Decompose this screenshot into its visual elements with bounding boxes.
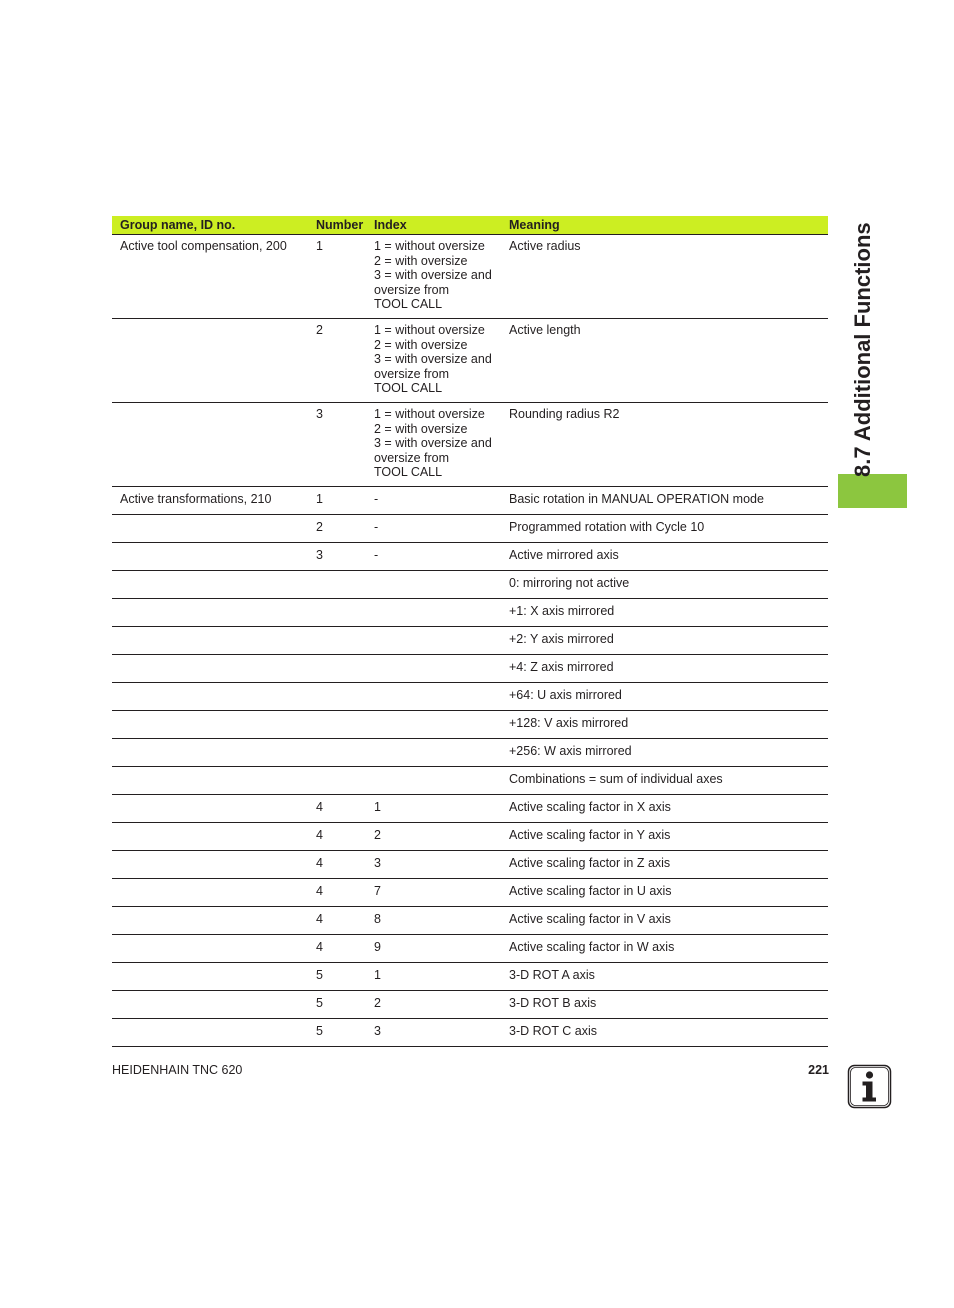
cell-meaning: +1: X axis mirrored: [501, 599, 828, 627]
table-row: [112, 879, 828, 907]
cell-meaning: Rounding radius R2: [501, 403, 828, 487]
table-row: [112, 963, 828, 991]
table-row: [112, 655, 828, 683]
cell-number: [308, 655, 366, 683]
cell-number: 3: [308, 543, 366, 571]
cell-group: [112, 319, 308, 403]
cell-meaning: Active scaling factor in Z axis: [501, 851, 828, 879]
cell-number: [308, 571, 366, 599]
cell-meaning: +256: W axis mirrored: [501, 739, 828, 767]
cell-meaning: +4: Z axis mirrored: [501, 655, 828, 683]
header-number: Number: [308, 216, 366, 235]
cell-meaning: Active mirrored axis: [501, 543, 828, 571]
header-index: Index: [366, 216, 501, 235]
chapter-tab: [838, 474, 907, 508]
cell-group: [112, 963, 308, 991]
cell-index: -: [366, 515, 501, 543]
cell-index: 7: [366, 879, 501, 907]
cell-number: 4: [308, 795, 366, 823]
cell-index: [366, 627, 501, 655]
chapter-title: 8.7 Additional Functions: [850, 222, 875, 477]
cell-group: Active transformations, 210: [112, 487, 308, 515]
index-line: oversize from: [374, 450, 450, 465]
cell-index: 8: [366, 907, 501, 935]
cell-group: [112, 739, 308, 767]
table-row: [112, 683, 828, 711]
cell-meaning: Active scaling factor in U axis: [501, 879, 828, 907]
cell-index: [366, 767, 501, 795]
cell-number: 2: [308, 515, 366, 543]
cell-index: 9: [366, 935, 501, 963]
parameter-table: [112, 216, 828, 1047]
cell-meaning: Active radius: [501, 235, 828, 319]
cell-number: [308, 627, 366, 655]
cell-group: [112, 571, 308, 599]
cell-number: 4: [308, 879, 366, 907]
table-row: [112, 795, 828, 823]
cell-index: [366, 599, 501, 627]
cell-group: [112, 879, 308, 907]
cell-meaning: Active scaling factor in V axis: [501, 907, 828, 935]
footer-product: HEIDENHAIN TNC 620: [112, 1063, 243, 1077]
cell-group: [112, 403, 308, 487]
cell-index: 2: [366, 823, 501, 851]
info-icon: [847, 1064, 892, 1109]
cell-group: [112, 1019, 308, 1047]
cell-group: [112, 599, 308, 627]
cell-index: [366, 739, 501, 767]
cell-meaning: 3-D ROT A axis: [501, 963, 828, 991]
cell-group: Active tool compensation, 200: [112, 235, 308, 319]
index-line: 1 = without oversize: [374, 323, 485, 337]
table-row: [112, 991, 828, 1019]
cell-meaning: 3-D ROT B axis: [501, 991, 828, 1019]
cell-group: [112, 683, 308, 711]
cell-group: [112, 711, 308, 739]
cell-number: 3: [308, 403, 366, 487]
table-row: [112, 907, 828, 935]
table-row: [112, 823, 828, 851]
table-body: [112, 235, 828, 1047]
cell-index: 3: [366, 851, 501, 879]
index-line: 3 = with oversize and: [374, 268, 492, 282]
table-row: [112, 767, 828, 795]
cell-index: [366, 655, 501, 683]
cell-index: [366, 403, 501, 487]
cell-index: 3: [366, 1019, 501, 1047]
table-row: [112, 319, 828, 403]
cell-index: [366, 683, 501, 711]
cell-index: -: [366, 543, 501, 571]
table-row: [112, 487, 828, 515]
cell-meaning: 0: mirroring not active: [501, 571, 828, 599]
cell-index: 1: [366, 963, 501, 991]
index-line: 3 = with oversize and: [374, 436, 492, 450]
cell-number: 4: [308, 907, 366, 935]
cell-number: 5: [308, 963, 366, 991]
cell-number: 4: [308, 851, 366, 879]
cell-group: [112, 767, 308, 795]
index-line: TOOL CALL: [374, 465, 443, 479]
cell-meaning: Combinations = sum of individual axes: [501, 767, 828, 795]
table-row: [112, 711, 828, 739]
cell-meaning: Active scaling factor in Y axis: [501, 823, 828, 851]
cell-group: [112, 991, 308, 1019]
cell-meaning: Active scaling factor in W axis: [501, 935, 828, 963]
table-row: [112, 599, 828, 627]
cell-number: 1: [308, 235, 366, 319]
cell-group: [112, 543, 308, 571]
table-row: [112, 935, 828, 963]
cell-index: 1: [366, 795, 501, 823]
table-row: [112, 851, 828, 879]
cell-meaning: Active length: [501, 319, 828, 403]
cell-group: [112, 627, 308, 655]
index-line: 2 = with oversize: [374, 421, 468, 436]
table-row: [112, 571, 828, 599]
index-line: 2 = with oversize: [374, 337, 468, 352]
cell-index: [366, 235, 501, 319]
cell-meaning: +128: V axis mirrored: [501, 711, 828, 739]
cell-number: [308, 599, 366, 627]
cell-number: 5: [308, 1019, 366, 1047]
index-line: 1 = without oversize: [374, 239, 485, 253]
cell-index: [366, 319, 501, 403]
page-number: 221: [808, 1063, 829, 1077]
cell-number: 4: [308, 935, 366, 963]
cell-number: 2: [308, 319, 366, 403]
cell-meaning: Active scaling factor in X axis: [501, 795, 828, 823]
cell-group: [112, 795, 308, 823]
table-row: [112, 515, 828, 543]
table-row: [112, 543, 828, 571]
cell-index: 2: [366, 991, 501, 1019]
cell-meaning: +2: Y axis mirrored: [501, 627, 828, 655]
table-row: [112, 235, 828, 319]
index-line: 1 = without oversize: [374, 407, 485, 421]
cell-meaning: Basic rotation in MANUAL OPERATION mode: [501, 487, 828, 515]
cell-group: [112, 655, 308, 683]
cell-meaning: Programmed rotation with Cycle 10: [501, 515, 828, 543]
cell-number: 4: [308, 823, 366, 851]
cell-meaning: +64: U axis mirrored: [501, 683, 828, 711]
index-line: oversize from: [374, 366, 450, 381]
index-line: TOOL CALL: [374, 297, 443, 311]
header-meaning: Meaning: [501, 216, 828, 235]
header-group: Group name, ID no.: [112, 216, 308, 235]
cell-number: [308, 683, 366, 711]
cell-group: [112, 515, 308, 543]
table-header-row: [112, 216, 828, 235]
cell-number: [308, 711, 366, 739]
cell-number: [308, 767, 366, 795]
cell-group: [112, 823, 308, 851]
cell-meaning: 3-D ROT C axis: [501, 1019, 828, 1047]
cell-number: 5: [308, 991, 366, 1019]
table-row: [112, 403, 828, 487]
table-row: [112, 1019, 828, 1047]
cell-index: -: [366, 487, 501, 515]
cell-index: [366, 571, 501, 599]
cell-index: [366, 711, 501, 739]
table-row: [112, 739, 828, 767]
table-row: [112, 627, 828, 655]
cell-group: [112, 851, 308, 879]
cell-number: [308, 739, 366, 767]
index-line: 3 = with oversize and: [374, 352, 492, 366]
cell-group: [112, 907, 308, 935]
index-line: 2 = with oversize: [374, 253, 468, 268]
cell-group: [112, 935, 308, 963]
index-line: TOOL CALL: [374, 381, 443, 395]
index-line: oversize from: [374, 282, 450, 297]
cell-number: 1: [308, 487, 366, 515]
